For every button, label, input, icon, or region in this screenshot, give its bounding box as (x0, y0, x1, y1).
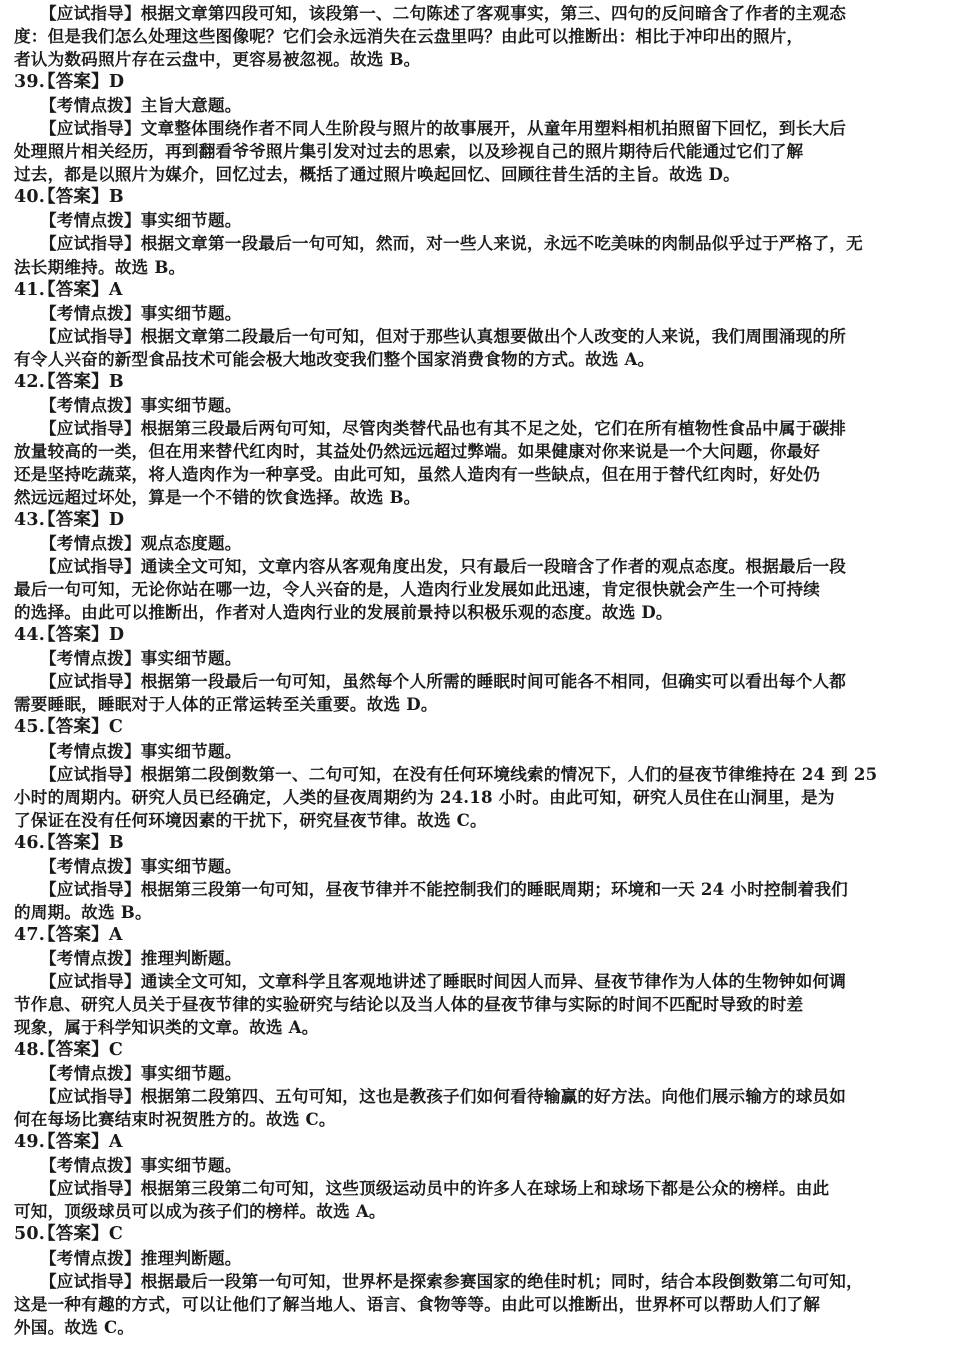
analysis-line (14, 1062, 967, 1085)
guide-text: 根据第三段第二句可知，这些顶级运动员中的许多人在球场上和球场下都是公众的榜样。由此 (140, 1178, 830, 1199)
answer-value: A (108, 279, 123, 300)
answer-label: 【答案】 (38, 625, 109, 646)
question-block (14, 924, 967, 1039)
question-number: 50. (14, 1224, 46, 1245)
guide-label: 【应试指导】 (40, 118, 141, 139)
analysis-label: 【考情点拨】 (40, 1155, 141, 1176)
guide-line (14, 348, 967, 371)
guide-label: 【应试指导】 (40, 1270, 141, 1291)
question-answer-line (14, 716, 967, 739)
guide-label: 【应试指导】 (40, 671, 141, 692)
guide-label: 【应试指导】 (40, 970, 141, 991)
answer-label: 【答案】 (38, 924, 109, 945)
question-block (14, 1039, 967, 1131)
guide-text: 然远远超过坏处，算是一个不错的饮食选择。故选 B。 (14, 486, 421, 507)
answer-value: C (108, 1040, 123, 1061)
guide-text: 放量较高的一类，但在用来替代红肉时，其益处仍然远远超过弊端。如果健康对你来说是一个大问题，你最好 (14, 440, 821, 461)
question-block (14, 716, 967, 831)
question-answer-line (14, 832, 967, 855)
guide-label: 【应试指导】 (40, 1178, 141, 1199)
guide-label: 【应试指导】 (40, 556, 141, 577)
guide-line (14, 417, 967, 440)
answer-value: C (108, 717, 123, 738)
guide-line (14, 763, 967, 786)
question-block (14, 1131, 967, 1223)
answer-value: B (108, 371, 124, 392)
question-block (14, 279, 967, 371)
question-number: 45. (14, 717, 46, 738)
question-number: 47. (14, 924, 46, 945)
guide-text: 最后一句可知，无论你站在哪一边，令人兴奋的是，人造肉行业发展如此迅速，肯定很快就会产生一个可持续 (14, 579, 821, 600)
answer-value: D (108, 625, 125, 646)
analysis-label: 【考情点拨】 (40, 1063, 141, 1084)
guide-line (14, 901, 967, 924)
guide-line (14, 140, 967, 163)
guide-text: 还是坚持吃蔬菜，将人造肉作为一种享受。由此可知，虽然人造肉有一些缺点，但在用于替代红肉时，好处仍 (14, 463, 821, 484)
guide-line (14, 670, 967, 693)
analysis-line (14, 209, 967, 232)
analysis-line (14, 532, 967, 555)
question-block (14, 509, 967, 624)
question-number: 43. (14, 510, 46, 531)
guide-line (14, 1016, 967, 1039)
guide-label: 【应试指导】 (40, 233, 141, 254)
question-answer-line (14, 1039, 967, 1062)
answer-value: D (108, 510, 125, 531)
guide-label: 【应试指导】 (40, 878, 141, 899)
guide-line (14, 993, 967, 1016)
guide-line (14, 878, 967, 901)
guide-text: 根据第三段最后两句可知，尽管肉类替代品也有其不足之处，它们在所有植物性食品中属于碳排 (140, 417, 847, 438)
question-answer-line (14, 371, 967, 394)
guide-text: 通读全文可知，文章内容从客观角度出发，只有最后一段暗含了作者的观点态度。根据最后一段 (140, 556, 847, 577)
analysis-line (14, 94, 967, 117)
question-block (14, 71, 967, 186)
analysis-label: 【考情点拨】 (40, 648, 141, 669)
guide-line (14, 1085, 967, 1108)
analysis-text: 事实细节题。 (140, 210, 242, 231)
answer-label: 【答案】 (38, 1040, 109, 1061)
answer-label: 【答案】 (38, 1224, 109, 1245)
guide-text: 这是一种有趣的方式，可以让他们了解当地人、语言、食物等等。由此可以推断出，世界杯可以帮助人们了解 (14, 1293, 821, 1314)
answer-value: C (108, 1224, 123, 1245)
answer-label: 【答案】 (38, 510, 109, 531)
analysis-line (14, 302, 967, 325)
analysis-label: 【考情点拨】 (40, 95, 141, 116)
guide-line (14, 440, 967, 463)
guide-label: 【应试指导】 (40, 417, 141, 438)
question-number: 44. (14, 625, 46, 646)
guide-line (14, 1200, 967, 1223)
analysis-text: 事实细节题。 (140, 648, 242, 669)
intro-line (14, 2, 967, 25)
guide-label: 【应试指导】 (40, 3, 141, 23)
guide-text: 根据文章第一段最后一句可知，然而，对一些人来说，永远不吃美味的肉制品似乎过于严格了，无 (140, 233, 863, 254)
answer-value: B (108, 832, 124, 853)
question-answer-line (14, 186, 967, 209)
guide-text: 根据第二段倒数第一、二句可知，在没有任何环境线索的情况下，人们的昼夜节律维持在 24 到 25 (140, 763, 878, 784)
guide-text: 根据第三段第一句可知，昼夜节律并不能控制我们的睡眠周期；环境和一天 24 小时控制着我们 (140, 878, 848, 899)
question-number: 46. (14, 832, 46, 853)
guide-line (14, 1293, 967, 1316)
guide-line (14, 232, 967, 255)
question-answer-line (14, 279, 967, 302)
guide-line (14, 463, 967, 486)
guide-text: 处理照片相关经历，再到翻看爷爷照片集引发对过去的思索，以及珍视自己的照片期待后代能通过它们了解 (14, 141, 804, 162)
analysis-line (14, 947, 967, 970)
analysis-line (14, 1247, 967, 1270)
analysis-text: 事实细节题。 (140, 1155, 242, 1176)
analysis-label: 【考情点拨】 (40, 210, 141, 231)
guide-line (14, 693, 967, 716)
guide-text: 度：但是我们怎么处理这些图像呢？它们会永远消失在云盘里吗？由此可以推断出：相比于冲印出的照片， (14, 26, 804, 47)
question-number: 41. (14, 279, 46, 300)
guide-text: 通读全文可知，文章科学且客观地讲述了睡眠时间因人而异、昼夜节律作为人体的生物钟如何调 (140, 970, 847, 991)
guide-line (14, 486, 967, 509)
answer-label: 【答案】 (38, 1132, 109, 1153)
guide-text: 节作息、研究人员关于昼夜节律的实验研究与结论以及当人体的昼夜节律与实际的时间不匹配时导致的时差 (14, 994, 804, 1015)
guide-text: 的选择。由此可以推断出，作者对人造肉行业的发展前景持以积极乐观的态度。故选 D。 (14, 602, 673, 623)
question-number: 42. (14, 371, 46, 392)
question-answer-line (14, 1131, 967, 1154)
question-answer-line (14, 1223, 967, 1246)
answer-label: 【答案】 (38, 717, 109, 738)
guide-line (14, 325, 967, 348)
guide-line (14, 1177, 967, 1200)
answer-value: A (108, 1132, 123, 1153)
answer-document (14, 2, 967, 1339)
question-number: 39. (14, 72, 46, 93)
answer-value: A (108, 924, 123, 945)
guide-line (14, 1270, 967, 1293)
analysis-text: 主旨大意题。 (140, 95, 242, 116)
question-answer-line (14, 924, 967, 947)
guide-text: 根据文章第四段可知，该段第一、二句陈述了客观事实，第三、四句的反问暗含了作者的主观态 (140, 3, 847, 23)
answer-label: 【答案】 (38, 72, 109, 93)
guide-text: 者认为数码照片存在云盘中，更容易被忽视。故选 B。 (14, 49, 421, 70)
analysis-text: 事实细节题。 (140, 302, 242, 323)
guide-line (14, 1316, 967, 1339)
answer-label: 【答案】 (38, 832, 109, 853)
question-answer-line (14, 624, 967, 647)
question-answer-line (14, 509, 967, 532)
guide-text: 文章整体围绕作者不同人生阶段与照片的故事展开，从童年用塑料相机拍照留下回忆，到长大后 (140, 118, 847, 139)
guide-label: 【应试指导】 (40, 325, 141, 346)
guide-text: 小时的周期内。研究人员已经确定，人类的昼夜周期约为 24.18 小时。由此可知，研究人员住在山洞里，是为 (14, 786, 835, 807)
analysis-text: 事实细节题。 (140, 740, 242, 761)
guide-text: 何在每场比赛结束时祝贺胜方的。故选 C。 (14, 1109, 336, 1130)
guide-text: 需要睡眠，睡眠对于人体的正常运转至关重要。故选 D。 (14, 694, 438, 715)
guide-text: 根据第一段最后一句可知，虽然每个人所需的睡眠时间可能各不相同，但确实可以看出每个人都 (140, 671, 847, 692)
analysis-line (14, 647, 967, 670)
analysis-label: 【考情点拨】 (40, 855, 141, 876)
analysis-line (14, 394, 967, 417)
analysis-label: 【考情点拨】 (40, 947, 141, 968)
guide-text: 外国。故选 C。 (14, 1316, 135, 1337)
guide-text: 根据第二段第四、五句可知，这也是教孩子们如何看待输赢的好方法。向他们展示输方的球员如 (140, 1086, 847, 1107)
analysis-text: 观点态度题。 (140, 533, 242, 554)
guide-line (14, 256, 967, 279)
guide-line (14, 117, 967, 140)
analysis-line (14, 740, 967, 763)
question-number: 48. (14, 1040, 46, 1061)
answer-label: 【答案】 (38, 187, 109, 208)
guide-text: 有令人兴奋的新型食品技术可能会极大地改变我们整个国家消费食物的方式。故选 A。 (14, 348, 655, 369)
analysis-line (14, 1154, 967, 1177)
analysis-text: 推理判断题。 (140, 1247, 242, 1268)
analysis-text: 推理判断题。 (140, 947, 242, 968)
answer-label: 【答案】 (38, 279, 109, 300)
analysis-label: 【考情点拨】 (40, 533, 141, 554)
guide-text: 根据文章第二段最后一句可知，但对于那些认真想要做出个人改变的人来说，我们周围涌现的所 (140, 325, 847, 346)
guide-line (14, 809, 967, 832)
guide-text: 了保证在没有任何环境因素的干扰下，研究昼夜节律。故选 C。 (14, 809, 487, 830)
question-answer-line (14, 71, 967, 94)
guide-text: 根据最后一段第一句可知，世界杯是探索参赛国家的绝佳时机；同时，结合本段倒数第二句可知， (140, 1270, 863, 1291)
analysis-text: 事实细节题。 (140, 1063, 242, 1084)
guide-label: 【应试指导】 (40, 763, 141, 784)
question-block (14, 1223, 967, 1338)
question-block (14, 832, 967, 924)
guide-label: 【应试指导】 (40, 1086, 141, 1107)
question-number: 40. (14, 187, 46, 208)
answer-value: B (108, 187, 124, 208)
guide-text: 的周期。故选 B。 (14, 901, 152, 922)
answer-value: D (108, 72, 125, 93)
guide-line (14, 555, 967, 578)
guide-line (14, 163, 967, 186)
guide-line (14, 1108, 967, 1131)
answer-label: 【答案】 (38, 371, 109, 392)
guide-text: 法长期维持。故选 B。 (14, 256, 186, 277)
intro-line (14, 25, 967, 48)
guide-text: 过去，都是以照片为媒介，回忆过去，概括了通过照片唤起回忆、回顾往昔生活的主旨。故选 D。 (14, 164, 740, 185)
analysis-text: 事实细节题。 (140, 394, 242, 415)
analysis-label: 【考情点拨】 (40, 302, 141, 323)
question-block (14, 371, 967, 509)
guide-line (14, 970, 967, 993)
analysis-label: 【考情点拨】 (40, 1247, 141, 1268)
guide-text: 现象，属于科学知识类的文章。故选 A。 (14, 1017, 319, 1038)
guide-text: 可知，顶级球员可以成为孩子们的榜样。故选 A。 (14, 1201, 386, 1222)
question-block (14, 186, 967, 278)
guide-line (14, 786, 967, 809)
intro-line (14, 48, 967, 71)
question-number: 49. (14, 1132, 46, 1153)
guide-line (14, 578, 967, 601)
analysis-text: 事实细节题。 (140, 855, 242, 876)
guide-line (14, 601, 967, 624)
analysis-label: 【考情点拨】 (40, 394, 141, 415)
analysis-label: 【考情点拨】 (40, 740, 141, 761)
analysis-line (14, 855, 967, 878)
question-block (14, 624, 967, 716)
